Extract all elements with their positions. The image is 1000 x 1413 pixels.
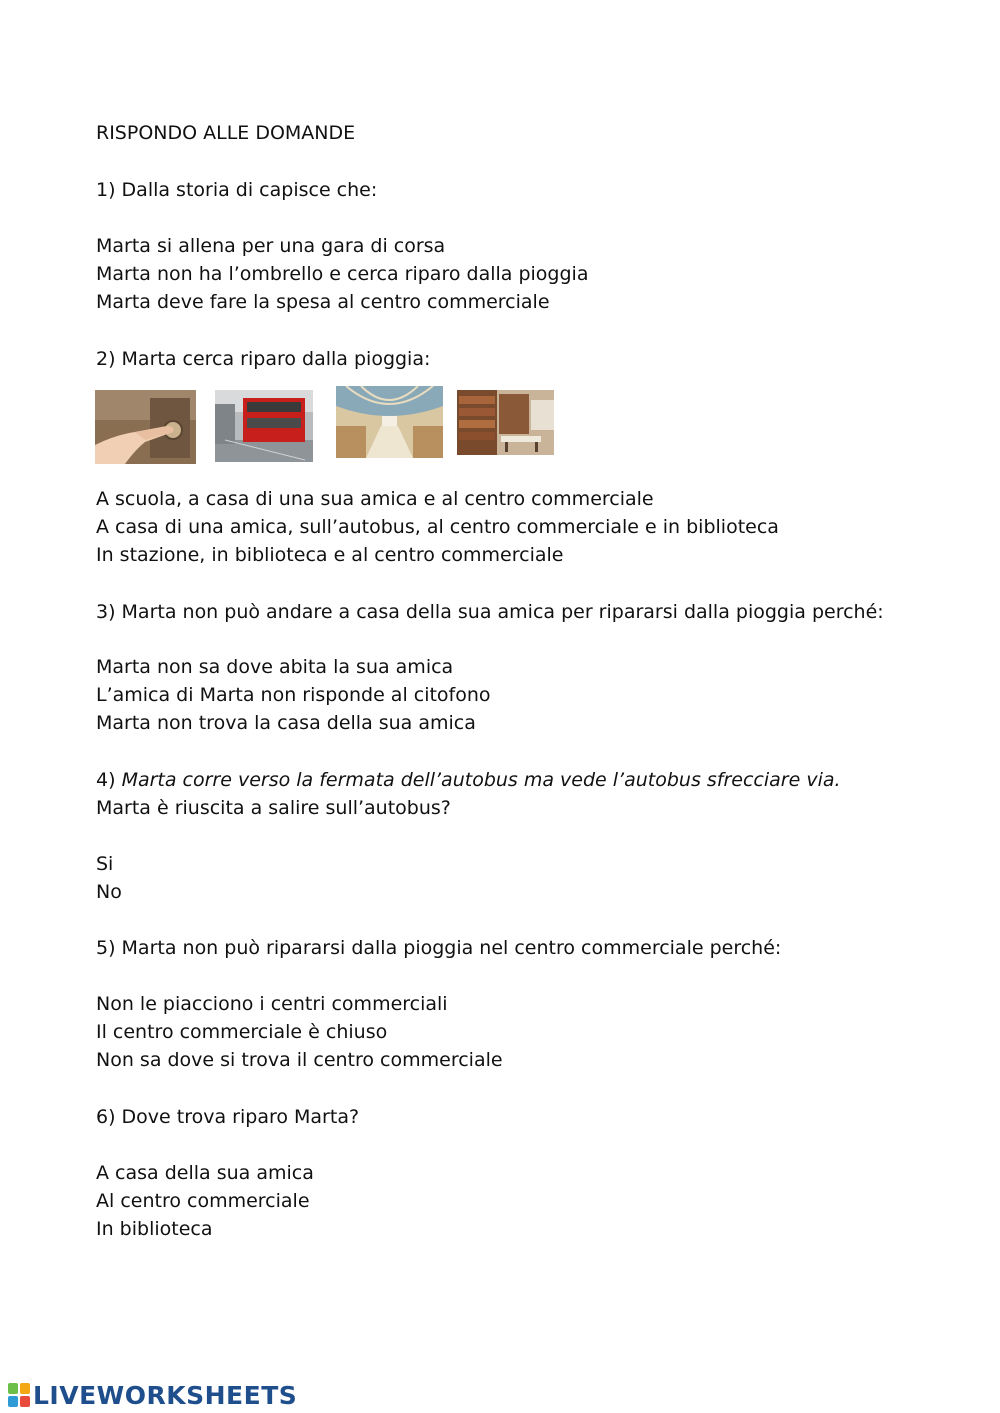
question-4-number: 4) <box>96 769 116 791</box>
question-5-option-2[interactable]: Il centro commerciale è chiuso <box>96 1021 388 1043</box>
question-5-option-3[interactable]: Non sa dove si trova il centro commerciale <box>96 1049 503 1071</box>
question-3-option-3[interactable]: Marta non trova la casa della sua amica <box>96 712 476 734</box>
question-3-prompt: 3) Marta non può andare a casa della sua amica per ripararsi dalla pioggia perché: <box>96 601 884 623</box>
shopping-mall-photo <box>336 386 443 458</box>
red-bus-in-rain-photo <box>215 390 313 462</box>
question-6-option-1[interactable]: A casa della sua amica <box>96 1162 314 1184</box>
question-2-option-2[interactable]: A casa di una amica, sull’autobus, al centro commerciale e in biblioteca <box>96 516 779 538</box>
question-1-prompt: 1) Dalla storia di capisce che: <box>96 179 378 201</box>
library-photo <box>457 390 554 455</box>
question-2-option-3[interactable]: In stazione, in biblioteca e al centro commerciale <box>96 544 564 566</box>
question-5-option-1[interactable]: Non le piacciono i centri commerciali <box>96 993 448 1015</box>
question-4-prompt <box>96 768 841 792</box>
question-1-option-1[interactable]: Marta si allena per una gara di corsa <box>96 235 446 257</box>
logo-blocks-icon <box>8 1383 30 1407</box>
question-4-prompt-italic: Marta corre verso la fermata dell’autobus ma vede l’autobus sfrecciare via. <box>121 769 841 791</box>
question-3-option-1[interactable]: Marta non sa dove abita la sua amica <box>96 656 454 678</box>
liveworksheets-logo <box>8 1380 297 1410</box>
question-1-option-2[interactable]: Marta non ha l’ombrello e cerca riparo dalla pioggia <box>96 263 589 285</box>
question-4-option-1[interactable]: Si <box>96 853 114 875</box>
question-2-prompt: 2) Marta cerca riparo dalla pioggia: <box>96 348 431 370</box>
question-5-prompt: 5) Marta non può ripararsi dalla pioggia nel centro commerciale perché: <box>96 937 782 959</box>
question-6-prompt: 6) Dove trova riparo Marta? <box>96 1106 360 1128</box>
question-6-option-2[interactable]: Al centro commerciale <box>96 1190 310 1212</box>
question-6-option-3[interactable]: In biblioteca <box>96 1218 213 1240</box>
question-3-option-2[interactable]: L’amica di Marta non risponde al citofono <box>96 684 491 706</box>
question-4-prompt-line2: Marta è riuscita a salire sull’autobus? <box>96 797 451 819</box>
doorbell-photo <box>95 390 196 464</box>
page-title: RISPONDO ALLE DOMANDE <box>96 122 356 144</box>
question-2-option-1[interactable]: A scuola, a casa di una sua amica e al centro commerciale <box>96 488 654 510</box>
question-4-option-2[interactable]: No <box>96 881 122 903</box>
logo-text: LIVEWORKSHEETS <box>33 1380 298 1410</box>
question-1-option-3[interactable]: Marta deve fare la spesa al centro commerciale <box>96 291 550 313</box>
